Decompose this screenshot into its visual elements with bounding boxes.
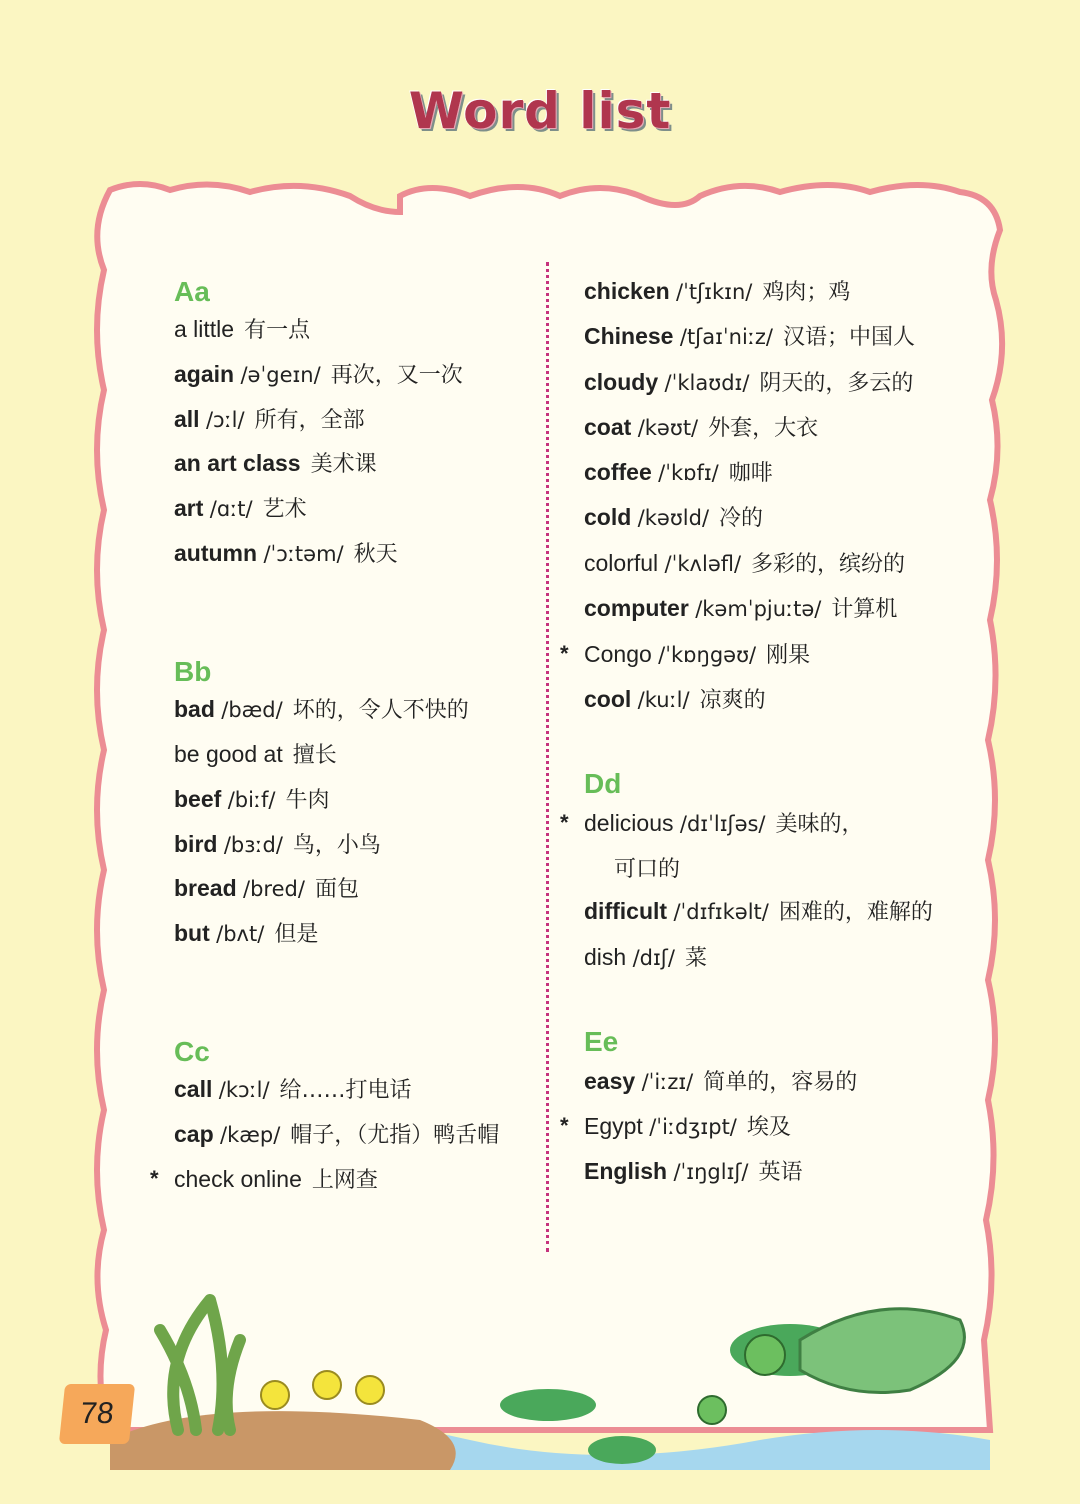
entry-phonetic: /bæd/ <box>221 698 283 722</box>
entry-word: dish <box>584 944 627 970</box>
entry-meaning: 鸡肉；鸡 <box>762 280 851 305</box>
word-entry <box>584 1066 857 1098</box>
page-number: 78 <box>59 1384 135 1444</box>
entry-word: delicious <box>584 810 674 836</box>
word-entry <box>174 1164 378 1196</box>
frog <box>698 1396 726 1424</box>
entry-word: colorful <box>584 550 659 576</box>
word-entry <box>174 739 337 771</box>
entry-word: Egypt <box>584 1113 643 1139</box>
entry-word: be good at <box>174 741 283 767</box>
duck <box>313 1371 341 1399</box>
entry-word: cap <box>174 1121 214 1147</box>
entry-meaning: 刚果 <box>766 643 811 668</box>
word-entry <box>584 367 913 399</box>
word-entry <box>174 784 330 816</box>
word-entry <box>584 502 763 534</box>
entry-meaning: 英语 <box>758 1160 803 1185</box>
word-entry <box>174 694 469 726</box>
word-entry <box>584 412 818 444</box>
entry-word: computer <box>584 595 689 621</box>
word-entry <box>584 942 707 974</box>
entry-phonetic: /kɔːl/ <box>218 1078 270 1102</box>
entry-word: cool <box>584 686 632 712</box>
entry-word: bread <box>174 875 237 901</box>
entry-phonetic: /dɪʃ/ <box>632 946 675 970</box>
entry-phonetic: /əˈgeɪn/ <box>240 363 321 387</box>
entry-word: beef <box>174 786 222 812</box>
section-letter-ee: Ee <box>584 1026 619 1057</box>
entry-meaning: 冷的 <box>719 506 764 531</box>
entry-phonetic: /bɜːd/ <box>223 833 283 857</box>
word-entry <box>584 276 850 308</box>
section-letter-dd: Dd <box>584 768 622 799</box>
entry-word: again <box>174 361 235 387</box>
entry-word: Congo <box>584 641 652 667</box>
word-entry <box>174 918 318 950</box>
entry-word: cold <box>584 504 632 530</box>
entry-word: an art class <box>174 450 301 476</box>
star-marker: * <box>560 1113 569 1138</box>
entry-meaning: 再次，又一次 <box>330 363 463 388</box>
entry-phonetic: /ˈklaʊdɪ/ <box>664 371 750 395</box>
entry-phonetic: /ɑːt/ <box>209 497 253 521</box>
entry-meaning: 凉爽的 <box>699 688 766 713</box>
word-entry <box>584 639 810 671</box>
entry-phonetic: /bred/ <box>243 877 305 901</box>
word-entry <box>174 314 310 346</box>
entry-phonetic: /ˈɔːtəm/ <box>263 542 344 566</box>
entry-phonetic: /ˈiːzɪ/ <box>641 1070 694 1094</box>
entry-phonetic: /kəʊld/ <box>637 506 710 530</box>
word-entry <box>174 493 307 525</box>
entry-phonetic: /kuːl/ <box>637 688 690 712</box>
entry-meaning: 坏的，令人不快的 <box>292 698 469 723</box>
frog <box>745 1335 785 1375</box>
entry-meaning: 帽子，（尤指）鸭舌帽 <box>290 1123 500 1148</box>
entry-word: English <box>584 1158 668 1184</box>
entry-phonetic: /dɪˈlɪʃəs/ <box>679 812 766 836</box>
star-marker: * <box>560 641 569 666</box>
word-entry <box>174 873 359 905</box>
word-entry <box>584 896 933 928</box>
entry-meaning: 秋天 <box>353 542 398 567</box>
word-entry <box>174 1074 412 1106</box>
entry-word: chicken <box>584 278 670 304</box>
entry-phonetic: /kəʊt/ <box>637 416 699 440</box>
word-entry <box>584 548 905 580</box>
entry-meaning: 埃及 <box>746 1115 791 1140</box>
entry-phonetic: /biːf/ <box>227 788 276 812</box>
lily-pad <box>588 1436 656 1464</box>
entry-phonetic: /kæp/ <box>220 1123 281 1147</box>
entry-word: coat <box>584 414 632 440</box>
column-divider <box>546 262 549 1252</box>
entry-meaning: 擅长 <box>292 743 337 768</box>
word-entry <box>174 538 398 570</box>
entry-phonetic: /ˈɪŋglɪʃ/ <box>673 1160 749 1184</box>
entry-phonetic: /tʃaɪˈniːz/ <box>679 325 774 349</box>
entry-word: coffee <box>584 459 652 485</box>
entry-phonetic: /ˈdɪfɪkəlt/ <box>673 900 769 924</box>
word-entry <box>174 404 365 436</box>
entry-meaning: 牛肉 <box>285 788 330 813</box>
entry-phonetic: /kəmˈpjuːtə/ <box>695 597 822 621</box>
entry-word: Chinese <box>584 323 674 349</box>
entry-word: cloudy <box>584 369 659 395</box>
entry-meaning: 有一点 <box>244 318 311 343</box>
entry-word: easy <box>584 1068 636 1094</box>
entry-meaning: 美味的， <box>775 812 864 837</box>
entry-phonetic: /ɔːl/ <box>205 408 245 432</box>
duck <box>261 1381 289 1409</box>
entry-meaning-continued: 可口的 <box>614 857 681 882</box>
entry-meaning: 所有，全部 <box>254 408 365 433</box>
page-title: Word list <box>408 82 672 140</box>
entry-phonetic: /ˈkɒŋgəʊ/ <box>658 643 757 667</box>
section-letter-bb: Bb <box>174 656 212 687</box>
entry-meaning: 汉语；中国人 <box>783 325 916 350</box>
entry-word: all <box>174 406 200 432</box>
star-marker: * <box>560 810 569 835</box>
entry-meaning: 但是 <box>274 922 319 947</box>
entry-word: autumn <box>174 540 258 566</box>
entry-meaning: 艺术 <box>262 497 307 522</box>
star-marker: * <box>150 1166 159 1191</box>
word-entry <box>174 829 381 861</box>
word-entry <box>584 1156 803 1188</box>
entry-meaning: 简单的，容易的 <box>703 1070 858 1095</box>
entry-word: call <box>174 1076 213 1102</box>
entry-word: a little <box>174 316 235 342</box>
word-entry <box>584 808 864 840</box>
entry-word: difficult <box>584 898 668 924</box>
entry-meaning: 计算机 <box>831 597 898 622</box>
word-entry <box>174 448 377 480</box>
entry-meaning: 菜 <box>684 946 707 971</box>
word-entry <box>584 321 915 353</box>
entry-word: but <box>174 920 210 946</box>
duck <box>356 1376 384 1404</box>
entry-meaning: 困难的，难解的 <box>778 900 933 925</box>
entry-meaning: 美术课 <box>310 452 377 477</box>
entry-word: art <box>174 495 204 521</box>
entry-meaning: 外套，大衣 <box>708 416 819 441</box>
entry-meaning: 多彩的，缤纷的 <box>751 552 906 577</box>
entry-phonetic: /bʌt/ <box>216 922 265 946</box>
lily-pad <box>500 1389 596 1421</box>
section-letter-aa: Aa <box>174 276 210 307</box>
entry-meaning: 鸟，小鸟 <box>292 833 381 858</box>
section-letter-cc: Cc <box>174 1036 210 1067</box>
entry-phonetic: /ˈiːdʒɪpt/ <box>649 1115 737 1139</box>
entry-phonetic: /ˈtʃɪkɪn/ <box>676 280 753 304</box>
word-entry <box>584 593 897 625</box>
word-entry <box>584 457 773 489</box>
entry-word: bird <box>174 831 218 857</box>
entry-meaning: 面包 <box>314 877 359 902</box>
entry-word: bad <box>174 696 215 722</box>
entry-meaning: 给……打电话 <box>279 1078 412 1103</box>
entry-meaning: 阴天的，多云的 <box>759 371 914 396</box>
entry-word: check online <box>174 1166 302 1192</box>
entry-meaning: 上网查 <box>311 1168 378 1193</box>
entry-meaning: 咖啡 <box>728 461 773 486</box>
entry-phonetic: /ˈkʌləfl/ <box>664 552 742 576</box>
word-entry <box>174 1119 499 1151</box>
word-entry <box>584 1111 791 1143</box>
word-entry <box>174 359 463 391</box>
word-entry <box>584 684 766 716</box>
entry-phonetic: /ˈkɒfɪ/ <box>658 461 719 485</box>
